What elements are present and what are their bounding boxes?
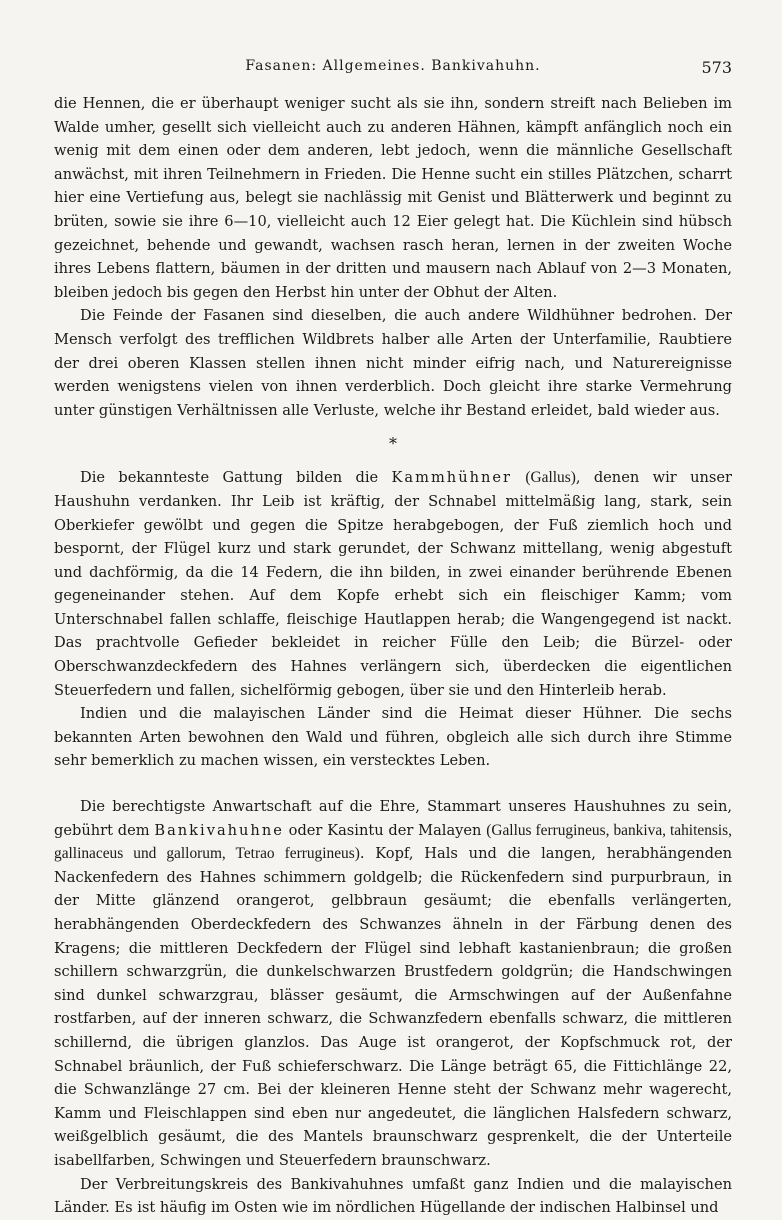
section-kammhuehner bbox=[54, 466, 732, 773]
page-number: 573 bbox=[701, 58, 732, 77]
paragraph-kammhuehner bbox=[54, 466, 732, 702]
paragraph-feinde: Die Feinde der Fasanen sind dieselben, die auch andere Wildhühner bedrohen. Der Mensch verfolgt des trefflichen Wildbrets halber alle Arten der Unterfamilie, Raubtiere der drei oberen Klassen stellen ihnen nicht minder eifrig nach, und Naturereignisse werden wenigstens vielen von ihnen verderblich. Doch gleicht ihre starke Vermehrung unter günstigen Verhältnissen alle Verluste, welche ihr Bestand erleidet, bald wieder aus. bbox=[54, 307, 732, 419]
paragraph-hennen: die Hennen, die er überhaupt weniger sucht als sie ihn, sondern streift nach Belieben im Walde umher, gesellt sich vielleicht auch zu anderen Hähnen, kämpft anfänglich noch ein wenig mit dem einen oder dem anderen, lebt jedoch, wenn die männliche Gesellschaft anwächst, mit ihren Teilnehmern in Frieden. Die Henne sucht ein stilles Plätzchen, scharrt hier eine Vertiefung aus, belegt sie nachlässig mit Genist und Blätterwerk und beginnt zu brüten, sowie sie ihre 6—10, vielleicht auch 12 Eier gelegt hat. Die Küchlein sind hübsch gezeichnet, behende und gewandt, wachsen rasch heran, lernen in der zweiten Woche ihres Lebens flattern, bäumen in der dritten und mausern nach Ablauf von 2—3 Monaten, bleiben jedoch bis gegen den Herbst hin unter der Obhut der Alten. bbox=[54, 95, 732, 301]
running-head: Fasanen: Allgemeines. Bankivahuhn. bbox=[245, 58, 541, 74]
text-run: , denen wir unser Haushuhn verdanken. Ihr Leib ist kräftig, der Schnabel mittelmäßig lang, stark, sein Oberkiefer gewölbt und gegen die Spitze herabgebogen, der Fuß ziemlich hoch und bespornt, der Flügel kurz und stark gerundet, der Schwanz mittellang, wenig abgestuft und dachförmig, da die 14 Federn, die ihn bilden, in zwei einander berührende Ebenen gegeneinander stehen. Auf dem Kopfe erhebt sich ein fleischiger Kamm; vom Unterschnabel fallen schlaffe, fleischige Hautlappen herab; die Wangengegend ist nackt. Das prachtvolle Gefieder bekleidet in reicher Fülle den Leib; die Bürzel- oder Oberschwanzdeckfedern des Hahnes verlängern sich, überdecken die eigentlichen Steuerfedern und fallen, sichelförmig gebogen, über sie und den Hinterleib herab. bbox=[54, 469, 732, 699]
genus-term: Kammhühner bbox=[391, 469, 513, 487]
text-run: oder Kasintu der Malayen bbox=[283, 821, 487, 839]
text-run: . Kopf, Hals und die langen, herabhängenden Nackenfedern des Hahnes schimmern goldgelb; die Rückenfedern sind purpurbraun, in der Mitte glänzend orangerot, gelbbraun gesäumt; die ebenfalls verlängerten, herabhängenden Oberdeckfedern des Schwanzes ähneln in der Färbung denen des Kragens; die mittleren Deckfedern der Flügel sind lebhaft kastanienbraun; die großen schillern schwarzgrün, die dunkelschwarzen Brustfedern goldgrün; die Handschwingen sind dunkel schwarzgrau, blässer gesäumt, die Armschwingen auf der Außenfahne rostfarben, auf der inneren schwarz, die Schwanzfedern ebenfalls schwarz, die mittleren schillernd, die übrigen glanzlos. Das Auge ist orangerot, der Kopfschmuck rot, der Schnabel bräunlich, der Fuß schieferschwarz. Die Länge beträgt 65, die Fittichlänge 22, die Schwanzlänge 27 cm. Bei der kleineren Henne steht der Schwanz mehr wagerecht, Kamm und Fleischlappen sind eben nur angedeutet, die länglichen Halsfedern schwarz, weißgelblich gesäumt, die des Mantels braunschwarz gesprenkelt, die der Unterteile isabellfarben, Schwingen und Steuerfedern braunschwarz. bbox=[54, 845, 732, 1169]
paragraph-verbreitung: Der Verbreitungskreis des Bankivahuhnes umfaßt ganz Indien und die malayischen Länder. Es ist häufig im Osten wie im nördlichen Hügellande der indischen Halbinsel und bbox=[54, 1175, 732, 1217]
text-run: Die berechtigste Anwartschaft auf die Ehre, Stammart unseres Haushuhnes zu sein, gebührt dem bbox=[54, 798, 732, 839]
spacer bbox=[54, 773, 732, 795]
latin-name: (Gallus) bbox=[525, 469, 576, 487]
text-run: Die bekannteste Gattung bilden die bbox=[80, 469, 392, 487]
species-term: Bankivahuhne bbox=[154, 821, 284, 839]
section-separator: * bbox=[389, 434, 397, 454]
paragraph-heimat: Indien und die malayischen Länder sind die Heimat dieser Hühner. Die sechs bekannten Arten bewohnen den Wald und führen, obgleich alle sich durch ihre Stimme sehr bemerklich zu machen wissen, ein verstecktes Leben. bbox=[54, 705, 732, 770]
section-fasanen-end bbox=[54, 92, 732, 422]
paragraph-bankivahuhn bbox=[54, 795, 732, 1173]
section-bankivahuhn bbox=[54, 795, 732, 1220]
page-header bbox=[54, 58, 732, 92]
latin-name: (Gallus ferrugineus, bankiva, tahitensis, gallinaceus und gallorum, Tetrao ferrugineus) bbox=[54, 821, 732, 863]
